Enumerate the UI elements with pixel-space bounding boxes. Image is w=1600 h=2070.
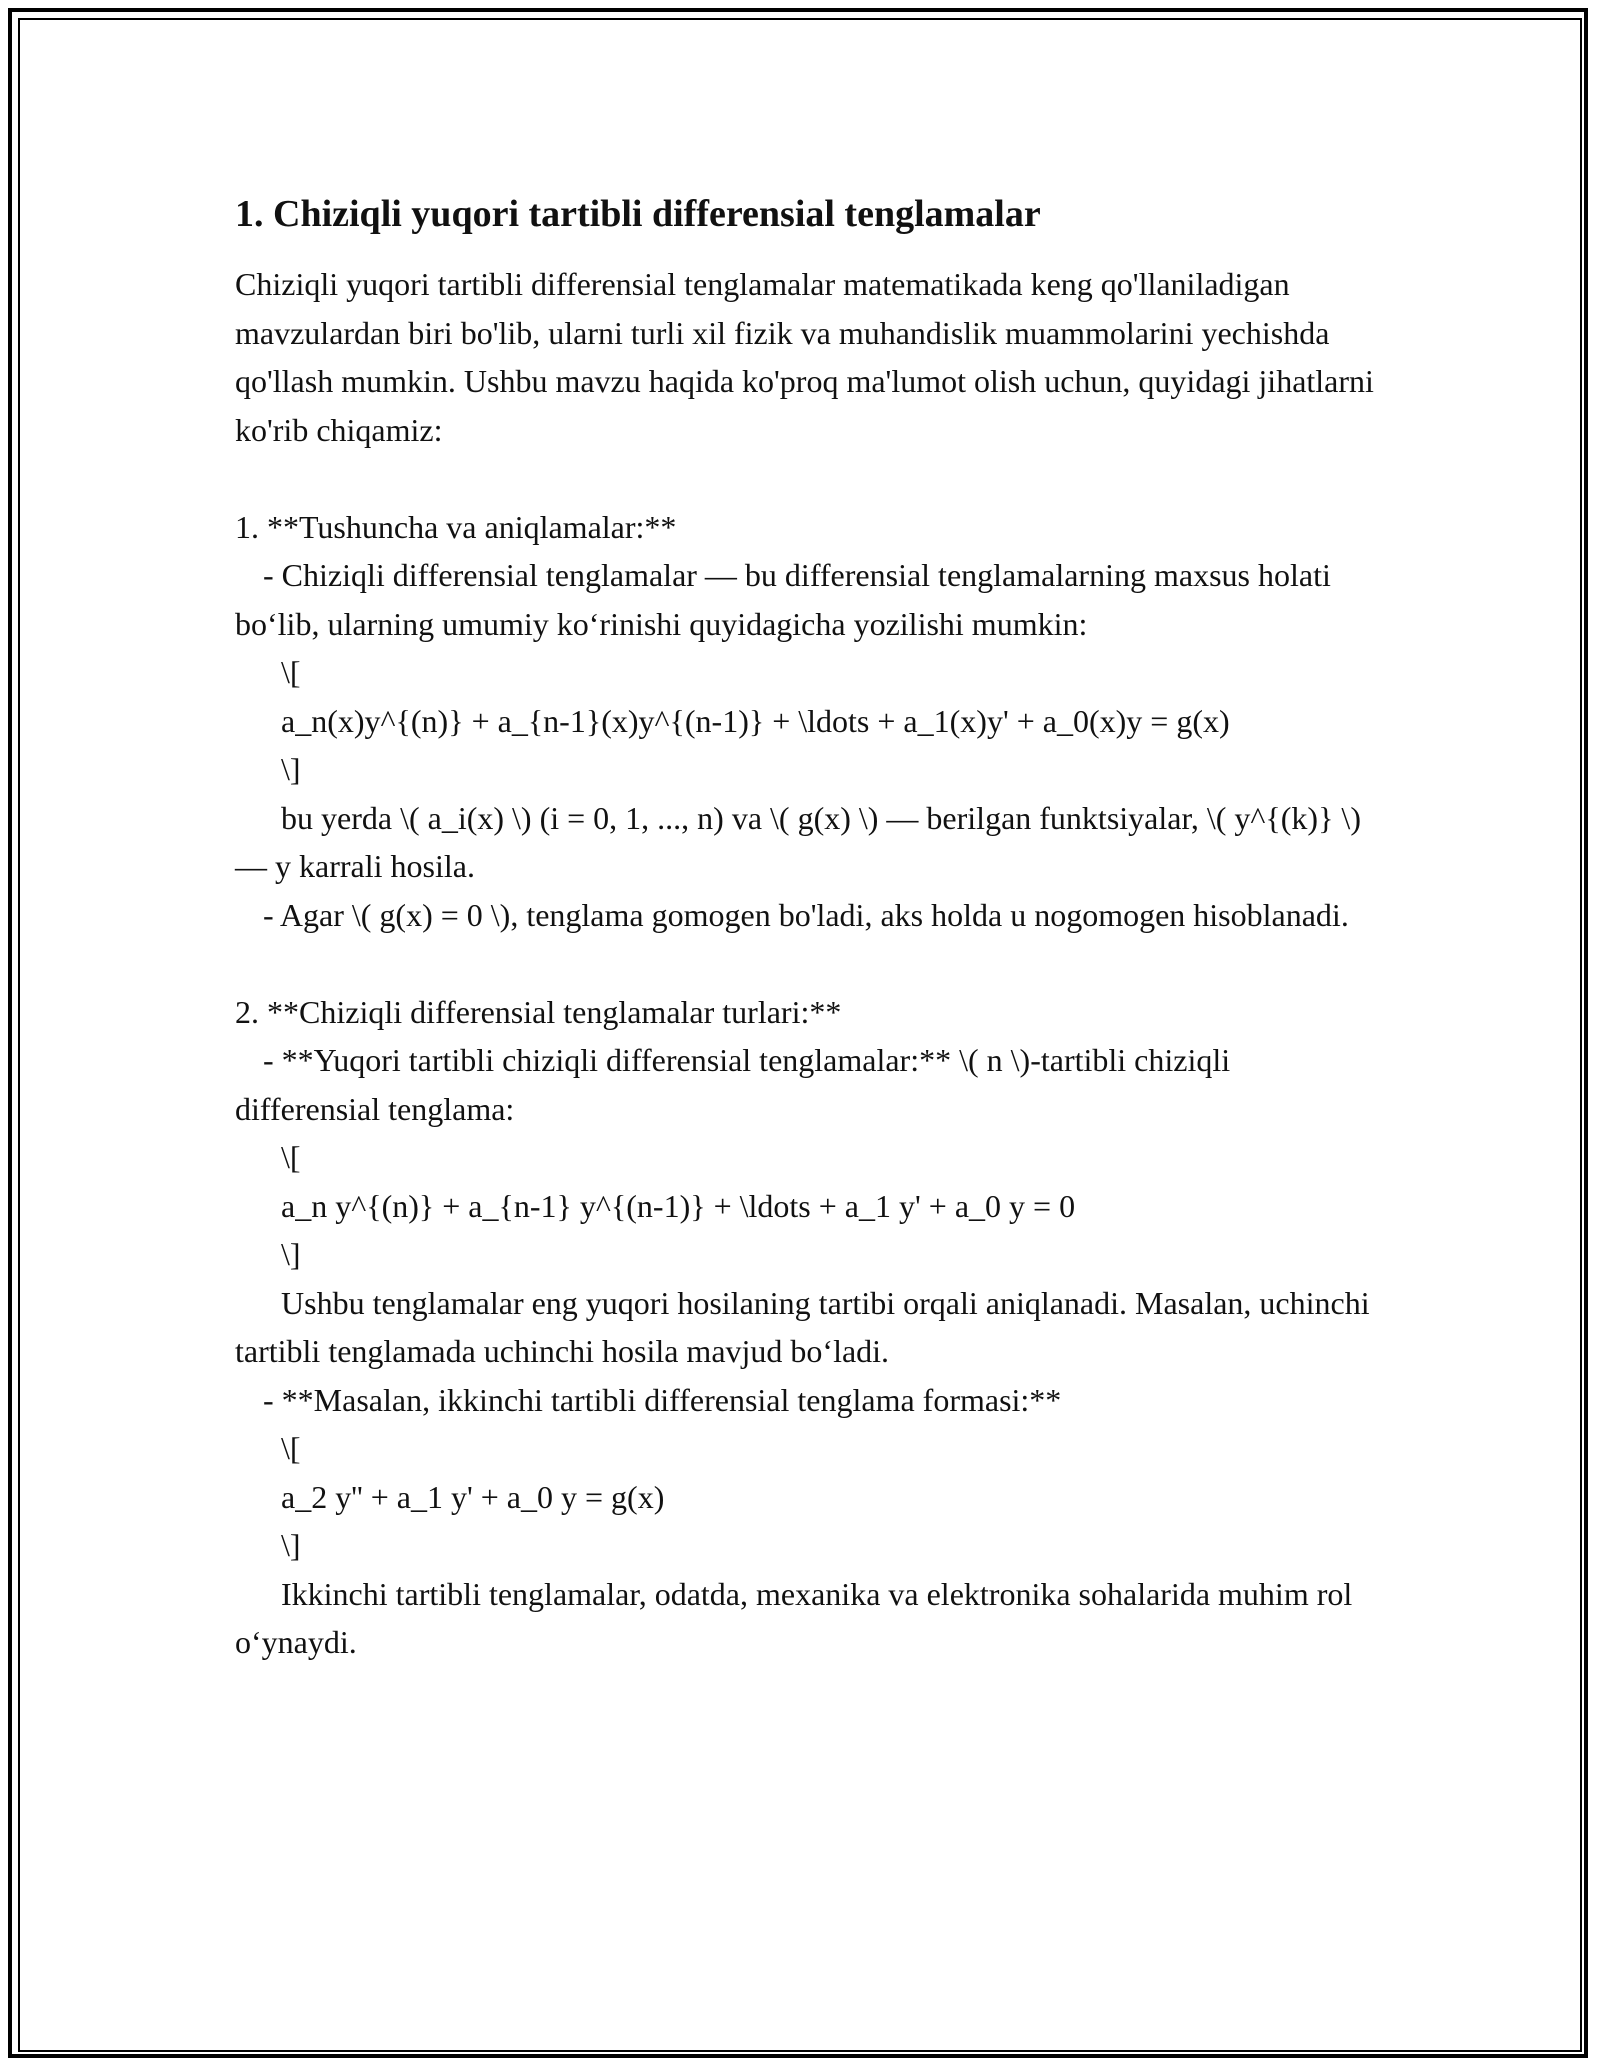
formula-homogeneous: a_n y^{(n)} + a_{n-1} y^{(n-1)} + \ldots + a_1 y' + a_0 y = 0: [281, 1187, 1076, 1224]
formula-close: \]: [281, 1527, 301, 1563]
document-body: [235, 188, 1380, 1667]
section1-paragraph-2: bu yerda \( a_i(x) \) (i = 0, 1, ..., n) va \( g(x) \) — berilgan funktsiyalar, \( y^{(k)} \) — y karrali hosila.: [235, 799, 1361, 884]
section2-title: 2. **Chiziqli differensial tenglamalar turlari:**: [235, 993, 842, 1030]
section2-paragraph-2: Ushbu tenglamalar eng yuqori hosilaning tartibi orqali aniqlanadi. Masalan, uchinchi tartibli tenglamada uchinchi hosila mavjud bo‘ladi.: [235, 1284, 1370, 1369]
formula-close: \]: [281, 1236, 301, 1272]
section1-paragraph-3: - Agar \( g(x) = 0 \), tenglama gomogen bo'ladi, aks holda u nogomogen hisoblanadi.: [263, 896, 1349, 933]
spacer: [235, 454, 1380, 503]
intro-paragraph: Chiziqli yuqori tartibli differensial tenglamalar matematikada keng qo'llaniladigan mavzulardan biri bo'lib, ularni turli xil fizik va muhandislik muammolarini yechishda qo'llash mumkin. Ushbu mavzu haqida ko'proq ma'lumot olish uchun, quyidagi jihatlarni ko'rib chiqamiz:: [235, 266, 1374, 448]
formula-open: \[: [281, 654, 301, 690]
formula-close: \]: [281, 751, 301, 787]
section2-paragraph-1: - **Yuqori tartibli chiziqli differensial tenglamalar:** \( n \)-tartibli chiziqli differensial tenglama:: [235, 1042, 1231, 1127]
spacer: [235, 939, 1380, 988]
formula-general: a_n(x)y^{(n)} + a_{n-1}(x)y^{(n-1)} + \ldots + a_1(x)y' + a_0(x)y = g(x): [281, 702, 1230, 739]
section1-title: 1. **Tushuncha va aniqlamalar:**: [235, 508, 677, 545]
formula-open: \[: [281, 1430, 301, 1466]
formula-open: \[: [281, 1139, 301, 1175]
section2-paragraph-3: - **Masalan, ikkinchi tartibli differensial tenglama formasi:**: [263, 1381, 1062, 1418]
page-title: 1. Chiziqli yuqori tartibli differensial tenglamalar: [235, 193, 1041, 235]
section1-paragraph-1: - Chiziqli differensial tenglamalar — bu differensial tenglamalarning maxsus holati bo‘lib, ularning umumiy ko‘rinishi quyidagicha yozilishi mumkin:: [235, 557, 1331, 642]
section2-paragraph-4: Ikkinchi tartibli tenglamalar, odatda, mexanika va elektronika sohalarida muhim rol o‘ynaydi.: [235, 1575, 1353, 1660]
formula-second-order: a_2 y'' + a_1 y' + a_0 y = g(x): [281, 1478, 665, 1515]
